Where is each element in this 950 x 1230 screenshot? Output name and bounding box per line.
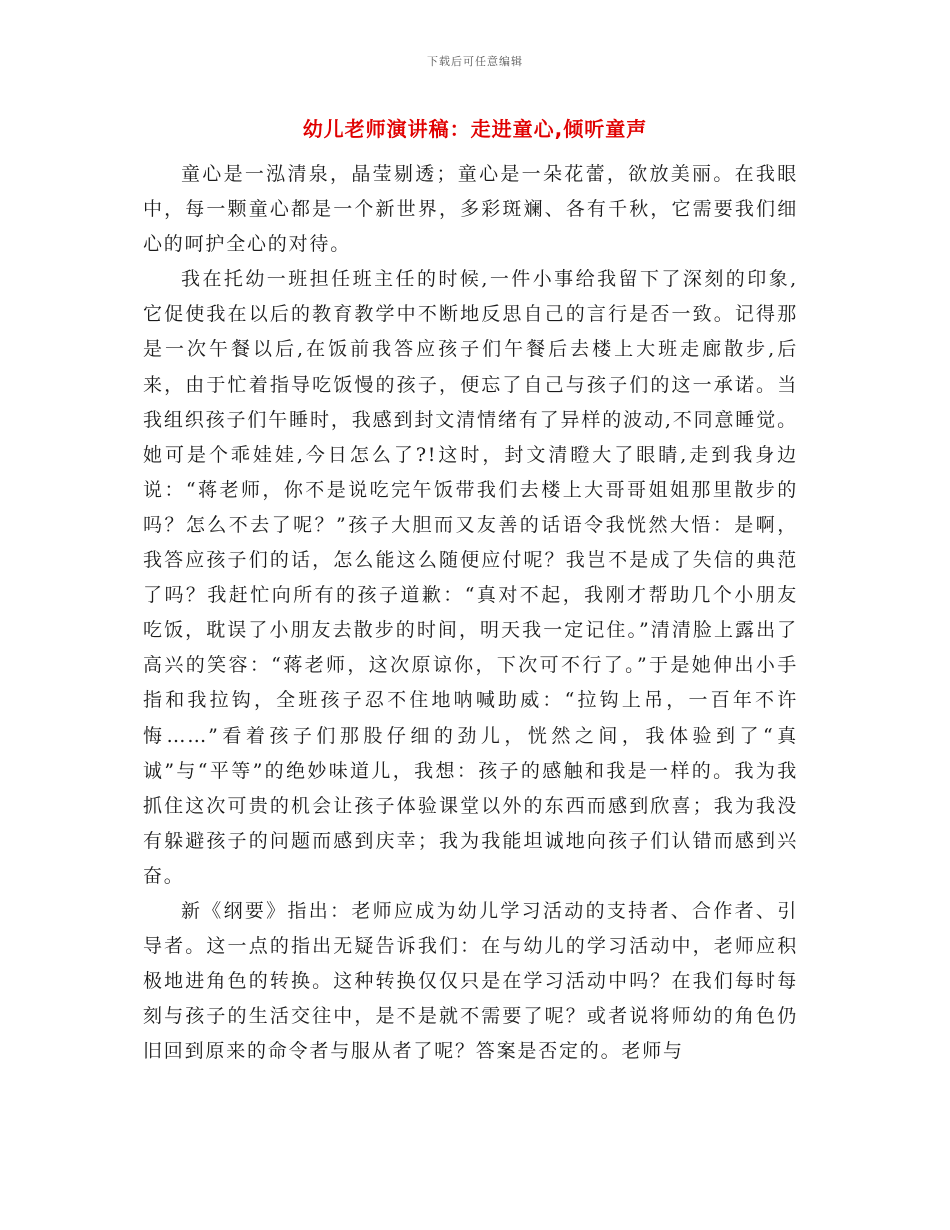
document-body <box>143 157 798 1069</box>
document-title: 幼儿老师演讲稿：走进童心,倾听童声 <box>302 117 648 141</box>
header-note: 下载后可任意编辑 <box>427 55 523 68</box>
paragraph-2: 我在托幼一班担任班主任的时候,一件小事给我留下了深刻的印象,它促使我在以后的教育教学中不断地反思自己的言行是否一致。记得那是一次午餐以后,在饭前我答应孩子们午餐后去楼上大班走廊散步,后来，由于忙着指导吃饭慢的孩子，便忘了自己与孩子们的这一承诺。当我组织孩子们午睡时，我感到封文清情绪有了异样的波动,不同意睡觉。她可是个乖娃娃,今日怎么了?!这时，封文清瞪大了眼睛,走到我身边说：“蒋老师，你不是说吃完午饭带我们去楼上大哥哥姐姐那里散步的吗？怎么不去了呢？”孩子大胆而又友善的话语令我恍然大悟：是啊，我答应孩子们的话，怎么能这么随便应付呢？我岂不是成了失信的典范了吗？我赶忙向所有的孩子道歉：“真对不起，我刚才帮助几个小朋友吃饭，耽误了小朋友去散步的时间，明天我一定记住。”清清脸上露出了高兴的笑容：“蒋老师，这次原谅你，下次可不行了。”于是她伸出小手指和我拉钩，全班孩子忍不住地呐喊助威：“拉钩上吊，一百年不许悔……”看着孩子们那股仔细的劲儿，恍然之间，我体验到了“真诚”与“平等”的绝妙味道儿，我想：孩子的感触和我是一样的。我为我抓住这次可贵的机会让孩子体验课堂以外的东西而感到欣喜；我为我没有躲避孩子的问题而感到庆幸；我为我能坦诚地向孩子们认错而感到兴奋。 <box>143 268 798 887</box>
paragraph-3: 新《纲要》指出：老师应成为幼儿学习活动的支持者、合作者、引导者。这一点的指出无疑告诉我们：在与幼儿的学习活动中，老师应积极地进角色的转换。这种转换仅仅只是在学习活动中吗？在我们每时每刻与孩子的生活交往中，是不是就不需要了呢？或者说将师幼的角色仍旧回到原来的命令者与服从者了呢？答案是否定的。老师与 <box>143 899 798 1063</box>
paragraph-1: 童心是一泓清泉，晶莹剔透；童心是一朵花蕾，欲放美丽。在我眼中，每一颗童心都是一个新世界，多彩斑斓、各有千秋，它需要我们细心的呵护全心的对待。 <box>143 163 798 256</box>
